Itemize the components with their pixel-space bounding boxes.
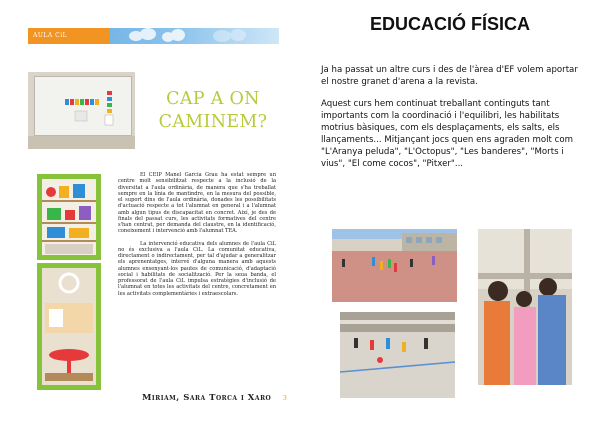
article-title: CAP A ON CAMINEM?	[158, 89, 268, 132]
section-paragraph: Aquest curs hem continuat treballant continguts tant importants com la coordinació i l'equilibri, les habilitats motrius bàsiques, com els desplaçaments, els salts, els llançaments... Mitjançant jocs quen ens agraden molt com "L'Aranya peluda", "L'Octopus", "Les banderes", "Morts i vius", "El come cocos", "Pitxer"...	[321, 99, 573, 169]
classroom-shelves-photo	[37, 174, 101, 260]
section-title: EDUCACIÓ FÍSICA	[369, 14, 530, 34]
section-tag: AULA CiL	[28, 28, 110, 44]
classroom-whiteboard-photo	[28, 72, 135, 149]
page-header-bar	[28, 28, 279, 44]
article-paragraph: La intervenció educativa dels alumnes de l'aula CiL no és exclusiva a l'aula CiL. La comunitat educativa, directament o indirectament, per tal d'ajudar a generalitzar els aprenentatges, intervé d'alguna manera amb aquests alumnes ensenyant-los pautes de comunicació, d'adaptació social i habilitats de socialització. Per la seua banda, el professorat de l'aula CiL impulsa estratègies d'inclusió de l'alumnat en totes les activitats del centre, concretament en les activitats complementàries i extraescolars.	[118, 240, 276, 297]
children-photo	[478, 229, 572, 385]
section-paragraph: Ja ha passat un altre curs i des de l'àrea d'EF volem aportar el nostre granet d'arena a la revista.	[321, 65, 578, 87]
play-area-photo	[37, 263, 101, 390]
classroom-floor	[28, 136, 135, 149]
article-body	[118, 172, 276, 303]
courtyard-activity-photo	[332, 229, 457, 302]
butterfly-decoration	[110, 28, 279, 44]
article-paragraph: El CEIP Manel Garcia Grau ha estat sempre un centre molt sensibilitzat respecte a la inclusió de la diversitat a l'aula ordinària, de manera que s'ha treballat sempre en la línia de mantindre, en la mesura del possible, el suport dins de l'aula ordinària, donades les possibilitats d'actuació respecte a tot l'alumnat en general i a l'alumnat amb algun tipus de discapacitat en concret. Així, je des de finals del passat curs, les activitats formatives del centre s'han centrat, per demanda del claustre, en la identificació, coneixement i intervenció amb l'alumnat TEA.	[118, 172, 276, 235]
section-text	[321, 64, 578, 180]
gym-activity-photo	[340, 312, 455, 398]
article-authors: Miriam, Sara Torca i Xaro	[142, 393, 272, 403]
whiteboard	[34, 76, 132, 136]
page-number: 3	[283, 395, 287, 402]
right-page	[300, 0, 600, 424]
